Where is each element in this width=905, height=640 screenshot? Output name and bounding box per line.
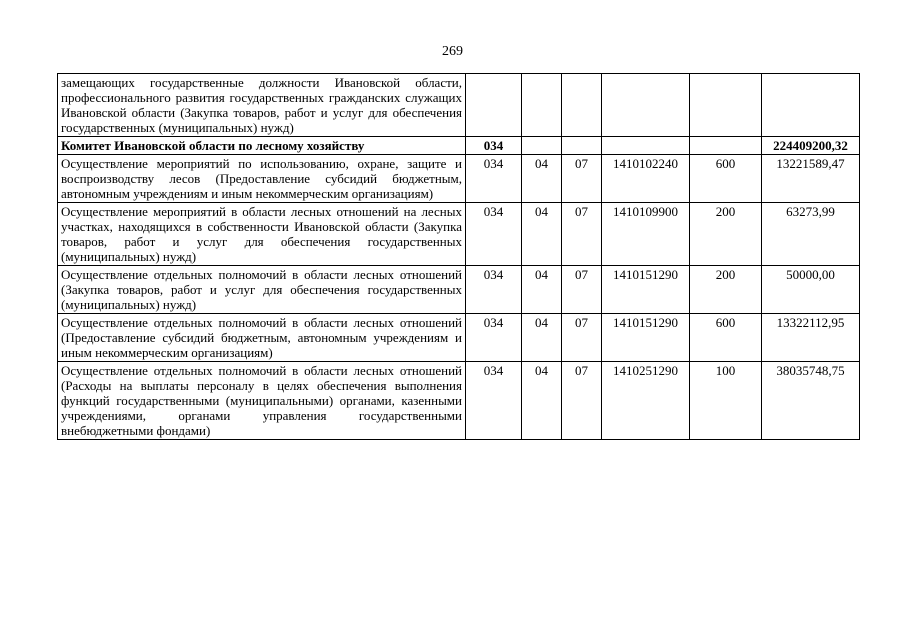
target-article-code [602,74,690,137]
section-code: 04 [522,314,562,362]
target-article-code: 1410151290 [602,314,690,362]
budget-table [57,73,860,440]
amount-value [762,74,860,137]
row-description: Осуществление отдельных полномочий в области лесных отношений (Расходы на выплаты персоналу в целях обеспечения выполнения функций государственными (муниципальными) органами, казенными учреждениями, органами управления государственными внебюджетными фондами) [58,362,466,440]
table-row [58,362,860,440]
target-article-code: 1410102240 [602,155,690,203]
row-description: Осуществление мероприятий в области лесных отношений на лесных участках, находящихся в собственности Ивановской области (Закупка товаров, работ и услуг для обеспечения государственных (муниципальных) нужд) [58,203,466,266]
amount-value: 63273,99 [762,203,860,266]
page-number: 269 [442,44,463,59]
subsection-code [562,137,602,155]
target-article-code: 1410251290 [602,362,690,440]
row-description: Осуществление отдельных полномочий в области лесных отношений (Закупка товаров, работ и услуг для обеспечения государственных (муниципальных) нужд) [58,266,466,314]
table-row [58,203,860,266]
ministry-code: 034 [466,314,522,362]
subsection-code: 07 [562,266,602,314]
ministry-code: 034 [466,266,522,314]
section-code: 04 [522,155,562,203]
amount-value: 224409200,32 [762,137,860,155]
budget-table-body [58,74,860,440]
ministry-code: 034 [466,137,522,155]
subsection-code: 07 [562,314,602,362]
expense-type-code [690,74,762,137]
target-article-code: 1410151290 [602,266,690,314]
row-description: Осуществление отдельных полномочий в области лесных отношений (Предоставление субсидий бюджетным, автономным учреждениям и иным некоммерческим организациям) [58,314,466,362]
expense-type-code: 600 [690,155,762,203]
table-row [58,314,860,362]
table-row [58,155,860,203]
table-row [58,266,860,314]
subsection-code: 07 [562,155,602,203]
ministry-code: 034 [466,362,522,440]
section-code [522,137,562,155]
section-code: 04 [522,203,562,266]
section-code: 04 [522,266,562,314]
row-description: замещающих государственные должности Ивановской области, профессионального развития государственных гражданских служащих Ивановской области (Закупка товаров, работ и услуг для обеспечения государственных (муниципальных) нужд) [58,74,466,137]
row-description: Комитет Ивановской области по лесному хозяйству [58,137,466,155]
expense-type-code [690,137,762,155]
table-row [58,74,860,137]
target-article-code [602,137,690,155]
expense-type-code: 100 [690,362,762,440]
ministry-code: 034 [466,155,522,203]
amount-value: 13221589,47 [762,155,860,203]
section-code: 04 [522,362,562,440]
row-description: Осуществление мероприятий по использованию, охране, защите и воспроизводству лесов (Предоставление субсидий бюджетным, автономным учреждениям и иным некоммерческим организациям) [58,155,466,203]
table-row [58,137,860,155]
subsection-code [562,74,602,137]
expense-type-code: 200 [690,203,762,266]
subsection-code: 07 [562,203,602,266]
target-article-code: 1410109900 [602,203,690,266]
ministry-code: 034 [466,203,522,266]
amount-value: 13322112,95 [762,314,860,362]
expense-type-code: 200 [690,266,762,314]
expense-type-code: 600 [690,314,762,362]
amount-value: 38035748,75 [762,362,860,440]
ministry-code [466,74,522,137]
section-code [522,74,562,137]
amount-value: 50000,00 [762,266,860,314]
subsection-code: 07 [562,362,602,440]
